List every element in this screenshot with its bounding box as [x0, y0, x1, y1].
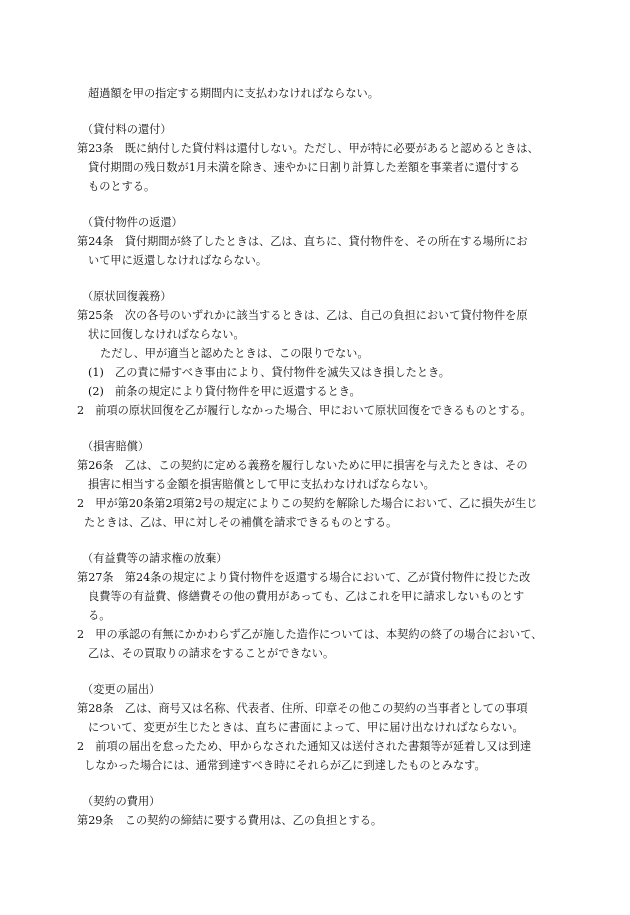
- paragraph-line: 2 甲の承認の有無にかかわらず乙が施した造作については、本契約の終了の場合において、: [77, 628, 543, 641]
- text-line: いて甲に返還しなければならない。: [88, 254, 268, 267]
- list-item: (2) 前条の規定により貸付物件を甲に返還するとき。: [88, 385, 361, 398]
- text-line: 損害に相当する金額を損害賠償として甲に支払わなければならない。: [88, 478, 435, 491]
- text-line: しなかった場合には、通常到達すべき時にそれらが乙に到達したものとみなす。: [84, 759, 486, 772]
- article-27-line: 第27条 第24条の規定により貸付物件を返還する場合において、乙が貸付物件に投じた改: [77, 571, 531, 584]
- section-heading: （変更の届出）: [82, 683, 161, 696]
- list-item: (1) 乙の責に帰すべき事由により、貸付物件を滅失又はき損したとき。: [88, 366, 450, 379]
- section-heading: （契約の費用）: [82, 795, 161, 808]
- section-heading: （損害賠償）: [82, 440, 150, 453]
- article-25-line: 第25条 次の各号のいずれかに該当するときは、乙は、自己の負担において貸付物件を原: [77, 309, 528, 322]
- paragraph-line: 2 前項の原状回復を乙が履行しなかった場合、甲において原状回復をできるものとする。: [77, 404, 532, 417]
- text-line: る。: [88, 609, 111, 622]
- article-26-line: 第26条 乙は、この契約に定める義務を履行しないために甲に損害を与えたときは、その: [77, 459, 528, 472]
- section-heading: （貸付物件の返還）: [82, 216, 183, 229]
- section-heading: （貸付料の還付）: [82, 123, 172, 136]
- text-line: たときは、乙は、甲に対しその補償を請求できるものとする。: [84, 516, 398, 529]
- text-line: 超過額を甲の指定する期間内に支払わなければならない。: [88, 87, 379, 100]
- text-line: について、変更が生じたときは、直ちに書面によって、甲に届け出なければならない。: [88, 721, 524, 734]
- article-23-line: 第23条 既に納付した貸付料は還付しない。ただし、甲が特に必要があると認めるときは、: [77, 142, 539, 155]
- text-line: 乙は、その買取りの請求をすることができない。: [88, 647, 335, 660]
- text-line: ものとする。: [88, 180, 156, 193]
- text-line: 貸付期間の残日数が1月未満を除き、速やかに日割り計算した差額を事業者に還付する: [88, 161, 520, 174]
- article-29-line: 第29条 この契約の締結に要する費用は、乙の負担とする。: [77, 814, 383, 827]
- paragraph-line: 2 前項の届出を怠ったため、甲からなされた通知又は送付された書類等が延着し又は到達: [77, 740, 532, 753]
- paragraph-line: 2 甲が第20条第2項第2号の規定によりこの契約を解除した場合において、乙に損失が生じ: [77, 497, 538, 510]
- article-28-line: 第28条 乙は、商号又は名称、代表者、住所、印章その他この契約の当事者としての事項: [77, 702, 528, 715]
- section-heading: （原状回復義務）: [82, 290, 172, 303]
- text-line: 状に回復しなければならない。: [88, 328, 245, 341]
- article-24-line: 第24条 貸付期間が終了したときは、乙は、直ちに、貸付物件を、その所在する場所にお: [77, 235, 528, 248]
- text-line: ただし、甲が適当と認めたときは、この限りでない。: [100, 347, 369, 360]
- section-heading: （有益費等の請求権の放棄）: [82, 552, 228, 565]
- text-line: 良費等の有益費、修繕費その他の費用があっても、乙はこれを甲に請求しないものとす: [88, 590, 525, 603]
